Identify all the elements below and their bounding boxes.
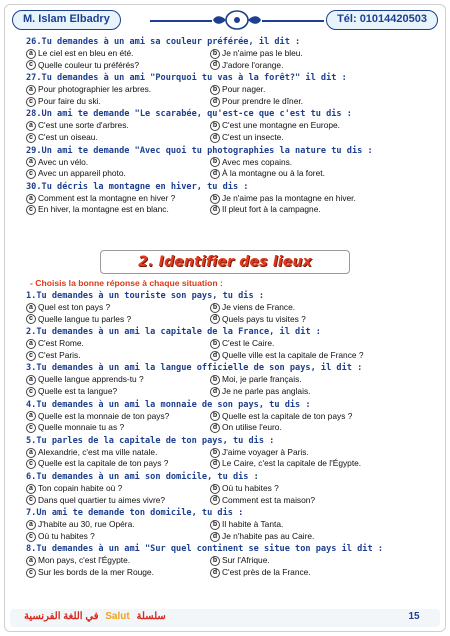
option-letter-icon: c [26, 387, 36, 397]
option-letter-icon: b [210, 303, 220, 313]
answer-option[interactable] [210, 302, 426, 314]
option-letter-icon: d [210, 97, 220, 107]
option-text: Alexandrie, c'est ma ville natale. [38, 446, 158, 457]
answer-options [26, 48, 426, 71]
option-letter-icon: a [26, 411, 36, 421]
option-letter-icon: b [210, 556, 220, 566]
question-text: 3.Tu demandes à un ami la langue officielle de son pays, il dit : [26, 363, 363, 374]
option-letter-icon: c [26, 60, 36, 70]
option-text: Mon pays, c'est l'Égypte. [38, 555, 131, 566]
option-text: Je n'aime pas le bleu. [222, 48, 303, 58]
option-text: Quel est ton pays ? [38, 302, 111, 312]
answer-option[interactable] [210, 132, 426, 144]
answer-option[interactable] [210, 204, 426, 216]
question-text: 2.Tu demandes à un ami la capitale de la France, il dit : [26, 327, 321, 338]
header-rule-left [150, 20, 212, 22]
answer-option[interactable] [210, 120, 426, 132]
page-header [10, 8, 440, 32]
question-block [26, 36, 426, 71]
answer-option[interactable] [26, 531, 210, 543]
answer-option[interactable] [26, 168, 210, 180]
answer-option[interactable] [26, 204, 210, 216]
section-title-box [100, 250, 350, 274]
option-text: Quelle est la capitale de ton pays ? [38, 458, 169, 469]
answer-option[interactable] [210, 350, 426, 362]
answer-option[interactable] [210, 483, 426, 495]
option-letter-icon: a [26, 157, 36, 167]
option-letter-icon: d [210, 351, 220, 361]
question-text: 29.Un ami te demande "Avec quoi tu photographies la nature tu dis : [26, 145, 373, 156]
option-letter-icon: c [26, 423, 36, 433]
answer-option[interactable] [210, 193, 426, 205]
option-text: Où tu habites ? [222, 482, 279, 493]
question-block [26, 290, 426, 325]
option-letter-icon: b [210, 520, 220, 530]
answer-options [26, 519, 426, 542]
option-text: Pour nager. [222, 84, 266, 95]
question-text: 7.Un ami te demande ton domicile, tu dis : [26, 508, 244, 519]
page-footer [10, 605, 440, 627]
phone-number: Tél: 01014420503 [326, 10, 438, 30]
answer-option[interactable] [210, 495, 426, 507]
option-text: Le ciel est en bleu en été. [38, 48, 134, 58]
option-letter-icon: c [26, 532, 36, 542]
answer-option[interactable] [26, 338, 210, 350]
question-block [26, 399, 426, 434]
option-text: C'est près de la France. [222, 566, 311, 577]
option-text: Il habite à Tanta. [222, 519, 284, 530]
option-letter-icon: b [210, 85, 220, 95]
answer-options [26, 157, 426, 180]
option-text: On utilise l'euro. [222, 422, 282, 433]
option-letter-icon: a [26, 303, 36, 313]
option-text: Avec mes copains. [222, 156, 293, 167]
answer-option[interactable] [26, 555, 210, 567]
page-number: 15 [408, 611, 420, 622]
option-letter-icon: d [210, 568, 220, 578]
option-text: Je viens de France. [222, 302, 296, 312]
answer-option[interactable] [26, 386, 210, 398]
option-letter-icon: a [26, 556, 36, 566]
option-text: Je n'habite pas au Caire. [222, 530, 315, 541]
answer-option[interactable] [210, 168, 426, 180]
option-letter-icon: d [210, 532, 220, 542]
answer-option[interactable] [26, 60, 210, 72]
option-letter-icon: b [210, 484, 220, 494]
option-letter-icon: c [26, 169, 36, 179]
option-letter-icon: a [26, 520, 36, 530]
question-block [26, 326, 426, 361]
option-text: Comment est la montagne en hiver ? [38, 192, 176, 203]
answer-option[interactable] [26, 447, 210, 459]
answer-options [26, 84, 426, 107]
question-text: 5.Tu parles de la capitale de ton pays, tu dis : [26, 435, 275, 446]
question-text: 30.Tu décris la montagne en hiver, tu dis : [26, 181, 249, 192]
answer-option[interactable] [26, 495, 210, 507]
answer-option[interactable] [210, 338, 426, 350]
option-text: Moi, je parle français. [222, 374, 302, 385]
option-letter-icon: a [26, 339, 36, 349]
ornament-icon [210, 8, 264, 32]
option-letter-icon: a [26, 121, 36, 131]
option-text: Quelle langue tu parles ? [38, 313, 132, 324]
option-text: Sur l'Afrique. [222, 555, 270, 566]
option-text: Quelle est ta langue? [38, 385, 118, 396]
answer-options [26, 120, 426, 143]
option-letter-icon: a [26, 448, 36, 458]
option-letter-icon: d [210, 205, 220, 215]
answer-option[interactable] [26, 120, 210, 132]
option-letter-icon: c [26, 495, 36, 505]
option-text: Il pleut fort à la campagne. [222, 204, 321, 215]
answer-option[interactable] [26, 302, 210, 314]
option-text: Je n'aime pas la montagne en hiver. [222, 192, 356, 203]
answer-option[interactable] [26, 132, 210, 144]
question-block [26, 543, 426, 578]
option-letter-icon: c [26, 459, 36, 469]
option-letter-icon: a [26, 375, 36, 385]
option-letter-icon: a [26, 49, 36, 59]
question-block [26, 181, 426, 216]
answer-option[interactable] [26, 567, 210, 579]
option-letter-icon: d [210, 133, 220, 143]
option-letter-icon: b [210, 157, 220, 167]
option-text: C'est le Caire. [222, 338, 275, 349]
answer-option[interactable] [210, 422, 426, 434]
answer-option[interactable] [210, 386, 426, 398]
answer-option[interactable] [210, 157, 426, 169]
answer-options [26, 411, 426, 434]
option-letter-icon: b [210, 448, 220, 458]
series-subject: في اللغة الفرنسية [24, 611, 99, 622]
question-text: 8.Tu demandes à un ami "Sur quel continent se situe ton pays il dit : [26, 544, 383, 555]
option-text: Quelle langue apprends-tu ? [38, 374, 144, 385]
answer-options [26, 447, 426, 470]
option-letter-icon: d [210, 169, 220, 179]
answer-option[interactable] [210, 96, 426, 108]
answer-option[interactable] [26, 84, 210, 96]
option-text: Avec un vélo. [38, 156, 89, 167]
author-name: M. Islam Elbadry [12, 10, 121, 30]
option-text: J'habite au 30, rue Opéra. [38, 519, 135, 530]
option-text: J'adore l'orange. [222, 59, 284, 70]
series-label [24, 611, 166, 622]
option-text: J'aime voyager à Paris. [222, 446, 309, 457]
question-text: 4.Tu demandes à un ami la monnaie de son pays, tu dis : [26, 399, 311, 410]
option-text: À la montagne ou à la foret. [222, 168, 325, 179]
answer-option[interactable] [210, 458, 426, 470]
answer-option[interactable] [210, 519, 426, 531]
option-letter-icon: a [26, 484, 36, 494]
option-text: Quelle couleur tu préférés? [38, 59, 140, 70]
question-block [26, 471, 426, 506]
exercise-part-1 [26, 36, 426, 217]
question-block [26, 507, 426, 542]
question-block [26, 362, 426, 397]
option-letter-icon: b [210, 375, 220, 385]
option-letter-icon: d [210, 423, 220, 433]
option-letter-icon: b [210, 121, 220, 131]
option-text: C'est Paris. [38, 349, 81, 360]
question-block [26, 435, 426, 470]
answer-option[interactable] [26, 350, 210, 362]
answer-options [26, 374, 426, 397]
answer-option[interactable] [210, 84, 426, 96]
answer-options [26, 483, 426, 506]
answer-option[interactable] [26, 193, 210, 205]
answer-option[interactable] [26, 422, 210, 434]
option-letter-icon: b [210, 194, 220, 204]
answer-option[interactable] [210, 531, 426, 543]
answer-options [26, 302, 426, 325]
answer-option[interactable] [210, 447, 426, 459]
option-letter-icon: c [26, 133, 36, 143]
series-word: سلسلة [136, 611, 166, 622]
option-text: En hiver, la montagne est en blanc. [38, 204, 169, 215]
question-text: 6.Tu demandes à un ami son domicile, tu dis : [26, 471, 259, 482]
answer-option[interactable] [26, 519, 210, 531]
series-brand: Salut [105, 611, 130, 622]
option-text: Pour faire du ski. [38, 95, 101, 106]
question-text: 27.Tu demandes à un ami "Pourquoi tu vas à la forêt?" il dit : [26, 73, 347, 84]
option-text: Dans quel quartier tu aimes vivre? [38, 494, 166, 505]
section-title: 2. Identifier des lieux [138, 254, 312, 270]
answer-option[interactable] [26, 157, 210, 169]
option-text: Où tu habites ? [38, 530, 95, 541]
answer-option[interactable] [26, 458, 210, 470]
answer-option[interactable] [210, 411, 426, 423]
option-letter-icon: c [26, 97, 36, 107]
option-text: Comment est ta maison? [222, 494, 316, 505]
header-rule-right [262, 20, 324, 22]
answer-options [26, 555, 426, 578]
question-text: 26.Tu demandes à un ami sa couleur préférée, il dit : [26, 37, 301, 47]
question-block [26, 108, 426, 143]
option-letter-icon: c [26, 314, 36, 324]
option-text: Quelle monnaie tu as ? [38, 422, 125, 433]
option-letter-icon: a [26, 194, 36, 204]
option-text: Sur les bords de la mer Rouge. [38, 566, 154, 577]
answer-option[interactable] [26, 411, 210, 423]
answer-option[interactable] [26, 483, 210, 495]
answer-option[interactable] [210, 314, 426, 326]
option-letter-icon: d [210, 459, 220, 469]
option-letter-icon: b [210, 339, 220, 349]
option-letter-icon: a [26, 85, 36, 95]
question-text: 1.Tu demandes à un touriste son pays, tu dis : [26, 291, 264, 301]
option-text: Quels pays tu visites ? [222, 313, 306, 324]
answer-option[interactable] [26, 314, 210, 326]
option-text: C'est un insecte. [222, 131, 284, 142]
option-letter-icon: c [26, 351, 36, 361]
option-text: Le Caire, c'est la capitale de l'Égypte. [222, 458, 362, 469]
option-letter-icon: b [210, 49, 220, 59]
option-letter-icon: d [210, 387, 220, 397]
question-block [26, 145, 426, 180]
option-letter-icon: b [210, 411, 220, 421]
option-text: C'est Rome. [38, 338, 84, 349]
answer-option[interactable] [210, 374, 426, 386]
option-letter-icon: c [26, 205, 36, 215]
exercise-part-2 [26, 290, 426, 580]
answer-option[interactable] [210, 555, 426, 567]
option-text: Pour prendre le dîner. [222, 95, 304, 106]
instruction-text: - Choisis la bonne réponse à chaque situation : [30, 278, 223, 288]
option-text: C'est un oiseau. [38, 131, 98, 142]
answer-option[interactable] [210, 60, 426, 72]
answer-option[interactable] [26, 96, 210, 108]
option-text: Pour photographier les arbres. [38, 84, 152, 95]
option-letter-icon: d [210, 495, 220, 505]
option-letter-icon: c [26, 568, 36, 578]
answer-option[interactable] [26, 48, 210, 60]
option-text: Ton copain habite où ? [38, 482, 123, 493]
question-block [26, 72, 426, 107]
option-letter-icon: d [210, 60, 220, 70]
answer-options [26, 338, 426, 361]
answer-options [26, 193, 426, 216]
option-text: Avec un appareil photo. [38, 168, 126, 179]
option-text: Quelle est la capitale de ton pays ? [222, 410, 353, 421]
option-text: C'est une sorte d'arbres. [38, 120, 129, 131]
option-text: C'est une montagne en Europe. [222, 120, 340, 131]
answer-option[interactable] [26, 374, 210, 386]
option-text: Quelle ville est la capitale de France ? [222, 349, 364, 360]
answer-option[interactable] [210, 567, 426, 579]
option-text: Quelle est la monnaie de ton pays? [38, 410, 170, 421]
answer-option[interactable] [210, 48, 426, 60]
question-text: 28.Un ami te demande "Le scarabée, qu'est-ce que c'est tu dis : [26, 109, 352, 120]
option-letter-icon: d [210, 314, 220, 324]
option-text: Je ne parle pas anglais. [222, 385, 311, 396]
